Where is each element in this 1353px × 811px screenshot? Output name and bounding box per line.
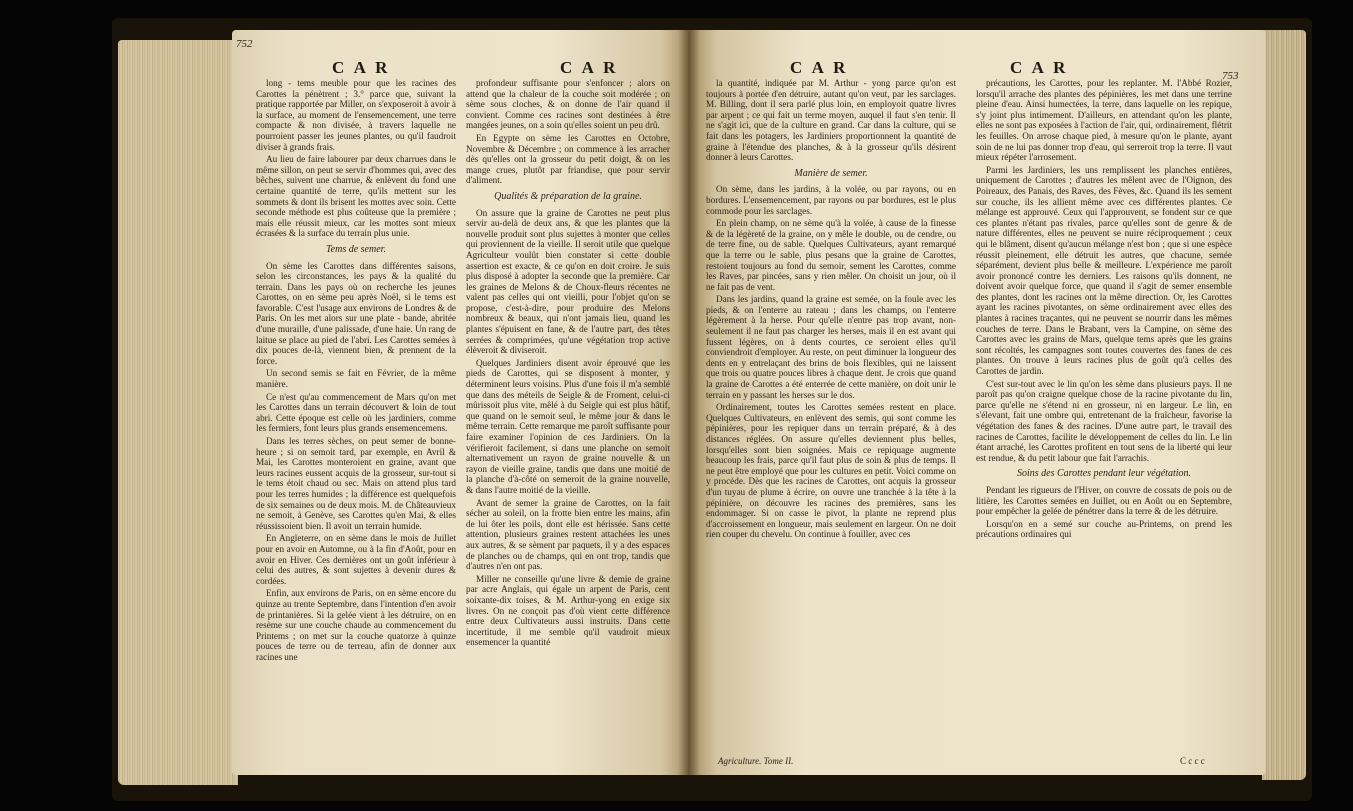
paragraph: Un second semis se fait en Février, de la même manière. xyxy=(256,368,456,390)
paragraph: la quantité, indiquée par M. Arthur - yong parce qu'on est toujours à portée d'en détruire, autant qu'on veut, par les sarclages. M. Billing, dont il sera parlé plus loin, en employoit quatre livres par arpent ; ce qui fait un terme moyen, auquel il faut s'en tenir. Il ne s'agit ici, que de la culture en grand. Car dans la culture, qui se fait dans les potagers, les Jardiniers proportionnent la quantité de graine à l'étendue des planches, & à la grosseur qu'ils désirent donner à leurs Carottes. xyxy=(706,78,956,163)
page-edges-left xyxy=(118,40,238,785)
paragraph: En Egypte on sème les Carottes en Octobre, Novembre & Décembre ; on commence à les arracher dès qu'elles ont la grosseur du petit doigt, & on les mange crues, plutôt par friandise, que pour servir d'aliment. xyxy=(466,132,670,186)
paragraph: Au lieu de faire labourer par deux charrues dans le même sillon, on peut se servir d'hommes qui, avec des bêches, suivent une charrue, & enlèvent du fond une certaine quantité de terre, qu'ils mettent sur les sommets & dont ils brisent les mottes avec soin. Cette seconde méthode est plus coûteuse que la première ; mais elle réussit mieux, car les mottes sont mieux écrasées & la surface du terrain plus unie. xyxy=(256,154,456,239)
paragraph: On sème les Carottes dans différentes saisons, selon les circonstances, les pays & la qualité du terrain. Dans les pays où on recherche les jeunes Carottes, on en sème peu après Noël, si le tems est favorable. C'est l'usage aux environs de Londres & de Paris. On les met alors sur une plate - bande, abritée d'une muraille, d'une palissade, d'une haie. Un rang de laitue se place au pied de l'abri. Les Carottes semées à dix pouces de-là, viennent bien, & prennent de la force. xyxy=(256,260,456,366)
paragraph: profondeur suffisante pour s'enfoncer ; alors on attend que la chaleur de la couche soit modérée ; on sème sous cloches, & on donne de l'air quand il convient. Comme ces racines sont destinées à être mangées jeunes, on a soin qu'elles soient un peu drû. xyxy=(466,78,670,131)
paragraph: Dans les jardins, quand la graine est semée, on la foule avec les pieds, & on l'enterre au rateau ; dans les champs, on l'enterre légèrement à la herse. Pour qu'elle n'entre pas trop avant, non-seulement il ne faut pas charger les herses, mais il en est avant qui fussent légères, on à dents courtes, ce seroient elles qu'il conviendroit d'employer. Au reste, on peut diminuer la longueur des dents en y entrelaçant des brins de bois flexibles, qui ne laissent que trois ou quatre pouces libres à chaque dent. Je crois que quand la graine de Carottes a été enterrée de cette manière, on doit unir le terrain en y passant les herses sur le dos. xyxy=(706,294,956,400)
section-heading: Tems de semer. xyxy=(326,243,386,255)
left-page-column-2 xyxy=(466,78,670,650)
right-page-column-2 xyxy=(976,78,1232,542)
paragraph: Enfin, aux environs de Paris, on en sème encore du quinze au trente Septembre, dans l'intention d'en avoir de printanières. Si la gelée vient à les détruire, on en resème sur une couche chaude au commencement du Printems ; on met sur la couche quatorze à quinze pouces de terre ou de terreau, afin de donner aux racines une xyxy=(256,588,456,662)
paragraph: long - tems meuble pour que les racines des Carottes la pénètrent ; 3.° parce que, suivant la pratique rapportée par Miller, on s'exposeroit à avoir à la surface, au moment de l'ensemencement, une terre compacte & non divisée, à travers laquelle ne pourroient passer les jeunes plantes, ou qu'il faudroit diviser à grands frais. xyxy=(256,78,456,152)
left-page-column-1 xyxy=(256,78,456,664)
running-head-right-1: C A R xyxy=(790,58,849,77)
section-heading: Soins des Carottes pendant leur végétation. xyxy=(1016,468,1192,480)
book-gutter xyxy=(678,30,700,775)
running-head-left-1: C A R xyxy=(332,58,391,77)
running-head-left-2: C A R xyxy=(560,58,619,77)
paragraph: Avant de semer la graine de Carottes, on la fait sécher au soleil, on la frotte bien entre les mains, afin de lui ôter les poils, dont elle est hérissée. Sans cette attention, plusieurs graines restent attachées les unes aux autres, & se sèment par paquets, il y a des espaces de planches ou de champs, qui en ont trop, tandis que d'autres n'en ont pas. xyxy=(466,497,670,572)
paragraph: Pendant les rigueurs de l'Hiver, on couvre de cossats de pois ou de litière, les Carottes semées en Juillet, ou en Août ou en Septembre, pour empêcher la gelée de pénétrer dans la terre & de les détruire. xyxy=(976,484,1232,517)
paragraph: Miller ne conseille qu'une livre & demie de graine par acre Anglais, qui égale un arpent de Paris, cent soixante-dix toises, & M. Arthur-yong en exige six livres. On ne conçoit pas d'où vient cette différence entre deux Cultivateurs aussi instruits. Dans cette incertitude, il me semble qu'il vaudroit mieux ensemencer la quantité xyxy=(466,573,670,648)
paragraph: Quelques Jardiniers disent avoir éprouvé que les pieds de Carottes, qui se disposent à monter, y déterminent leurs voisins. Plus d'une fois il m'a semblé que dans des méteils de Seigle & de Froment, celui-ci mûrissoit plus vite, mêlé à du Seigle qui est plus hâtif, que quand on le semoit seul, le même jour & dans le même terrain. Cette remarque me paroît suffisante pour faire examiner l'opinion de ces Jardiniers. On la vérifieroit facilement, si dans une planche on semoit alternativement un rayon de graine nouvelle & un rayon de vieille graine, tandis que dans une moitié de la planche d'à-côté on semeroit de la graine nouvelle, & dans l'autre moitié de la vieille. xyxy=(466,357,670,495)
footer-volume-title: Agriculture. Tome II. xyxy=(718,756,794,766)
paragraph: En plein champ, on ne sème qu'à la volée, à cause de la finesse & de la légèreté de la graine, on y mêle le double, ou de cendre, ou de terre fine, ou de sable. Quelques Cultivateurs, ayant remarqué que la terre ou le sable, plus pesans que la graine de Carottes, restoient toujours au fond du semoir, sement les Carottes, comme les Raves, par pincées, sans y rien mêler. On choisit un jour, où il ne fait pas de vent. xyxy=(706,218,956,292)
paragraph: On assure que la graine de Carottes ne peut plus servir au-delà de deux ans, & que les plantes que la nouvelle produit sont plus sujettes à monter que celles qui proviennent de la vieille. Il seroit utile que quelque Agriculteur voulût bien constater si cette double assertion est exacte, & ce qu'on en doit croire. Je suis plus disposé à adopter la seconde que la première. Car les graines de Melons & de Choux-fleurs récentes ne valent pas celles qui ont vieilli, pour l'objet qu'on se propose, c'est-à-dire, pour produire des Melons nombreux & beaux, qui n'ont jamais lieu, quand les plantes s'épuisent en fane, & de l'autre part, des têtes serrées & comprimées, qu'une végétation trop active élèveroit & diviseroit. xyxy=(466,207,670,356)
page-edges-right xyxy=(1262,30,1306,780)
signature-mark: C c c c xyxy=(1180,756,1205,766)
paragraph: En Angleterre, on en sème dans le mois de Juillet pour en avoir en Automne, ou à la fin d'Août, pour en avoir en Hiver. Ces dernières ont un goût inférieur à celui des autres, & sont sujettes à devenir dures & cordées. xyxy=(256,533,456,586)
paragraph: précautions, les Carottes, pour les replanter. M. l'Abbé Rozier, lorsqu'il arrache des plantes des pépinières, les met dans une terrine pleine d'eau. Ainsi humectées, la terre, dans laquelle on les repique, s'y joint plus intimement. D'ailleurs, en attendant qu'on les plante, elles ne sont pas exposées à l'action de l'air, qui, ordinairement, flétrit les feuilles. On arrose chaque pied, à mesure qu'on le plante, ayant soin de ne lui pas donner trop d'eau, qui serreroit trop la terre. Il vaut mieux répéter l'arrosement. xyxy=(976,78,1232,163)
paragraph: Ordinairement, toutes les Carottes semées restent en place. Quelques Cultivateurs, en enlèvent des semis, qui sont comme les pépinières, pour les repiquer dans un terrain préparé, & à des distances réglées. On assure qu'elles deviennent plus belles, lorsqu'elles sont bien soignées. Mais ce repiquage augmente beaucoup les frais, parce qu'il faut plus de soin & plus de temps. Il ne peut être employé que pour les cultures en petit. Voici comme on y procède. Dès que les racines de Carottes, ont acquis la grosseur d'un tuyau de plume à écrire, on ouvre une tranchée à la tête à la pépinière, on découvre les racines des premières, sans les endommager. Si on casse le pivot, la plante ne reprend plus d'accroissement en longueur, mais seulement en largeur. On ne doit rien couper du chevelu. On continue à fouiller, avec ces xyxy=(706,402,956,540)
paragraph: C'est sur-tout avec le lin qu'on les sème dans plusieurs pays. Il ne paroît pas qu'on craigne quelque chose de la racine pivotante du lin, parce qu'elle ne s'étend ni en grosseur, ni en largeur. Le lin, en s'élevant, fait une ombre qui, entretenant de la fraîcheur, favorise la végétation des fanes & des racines. D'une autre part, le travail des racines de Carottes, facilite le développement de celles du lin. Le lin étant arraché, les Carottes profitent en tout sens de la liberté qui leur est rendue, & du petit labour que fait l'arrachis. xyxy=(976,378,1232,463)
page-number-right: 753 xyxy=(1222,70,1239,82)
paragraph: Lorsqu'on en a semé sur couche au-Printems, on prend les précautions ordinaires qui xyxy=(976,518,1232,540)
section-heading: Qualités & préparation de la graine. xyxy=(494,190,642,202)
paragraph: On sème, dans les jardins, à la volée, ou par rayons, ou en bordures. L'ensemencement, par rayons ou par bordures, est le plus commode pour les sarclages. xyxy=(706,184,956,216)
running-head-right-2: C A R xyxy=(1010,58,1069,77)
paragraph: Dans les terres sèches, on peut semer de bonne-heure ; si on semoit tard, par exemple, en Avril & Mai, les Carottes monteroient en graine, avant que leurs racines eussent acquis de la grosseur, sur-tout si le tems étoit chaud ou sec. Mais on attend plus tard pour les terres humides ; la différence est quelquefois de six semaines ou de deux mois. M. de Châteauvieux ne semoit, à Genève, ses Carottes qu'en Mai, & elles réussissoient bien. Il avoit un terrain humide. xyxy=(256,436,456,531)
section-heading: Manière de semer. xyxy=(794,167,868,179)
paragraph: Ce n'est qu'au commencement de Mars qu'on met les Carottes dans un terrain découvert & loin de tout abri. Cette époque est celle où les jardiniers, comme les fermiers, font leurs plus grands ensemencemens. xyxy=(256,391,456,434)
page-number-left: 752 xyxy=(236,38,253,50)
paragraph: Parmi les Jardiniers, les uns remplissent les planches entières, uniquement de Carottes ; d'autres les mêlent avec de l'Oignon, des Poireaux, des Panais, des Raves, des Fèves, &c. Quand ils les sement sur couche, ils les allient même avec ces différentes plantes. Ce mélange est approuvé. Ceux qui l'approuvent, se fondent sur ce que ces plantes n'étant pas rivales, parce qu'elles sont de genre & de nature différentes, elles ne peuvent se nuire réciproquement ; ceux qui le blâment, disent qu'aucun mélange n'est bon ; que si une espèce réussit pleinement, elle détruit les autres, que chacune, semée séparément, devient plus belle & meilleure. L'expérience me paroît avoir prononcé contre les derniers. Les raisons qu'ils donnent, ne doivent avoir quelque force, que quand il s'agit de semer ensemble des plantes, dont les racines ont la même direction. Or, les Carottes ayant les racines pivotantes, on sème ordinairement avec elles des plantes à racines traçantes, qui ne peuvent se nourrir dans les mêmes couches de terre. Dans le Brabant, vers la Campine, on sème des Carottes avec les grains de Mars, quelque tems après que les grains sont récoltés, les campagnes sont toutes couvertes des fanes de ces plantes. On trouve à leurs racines plus de goût qu'à celles des Carottes de jardin. xyxy=(976,164,1232,377)
right-page-column-1 xyxy=(706,78,956,542)
